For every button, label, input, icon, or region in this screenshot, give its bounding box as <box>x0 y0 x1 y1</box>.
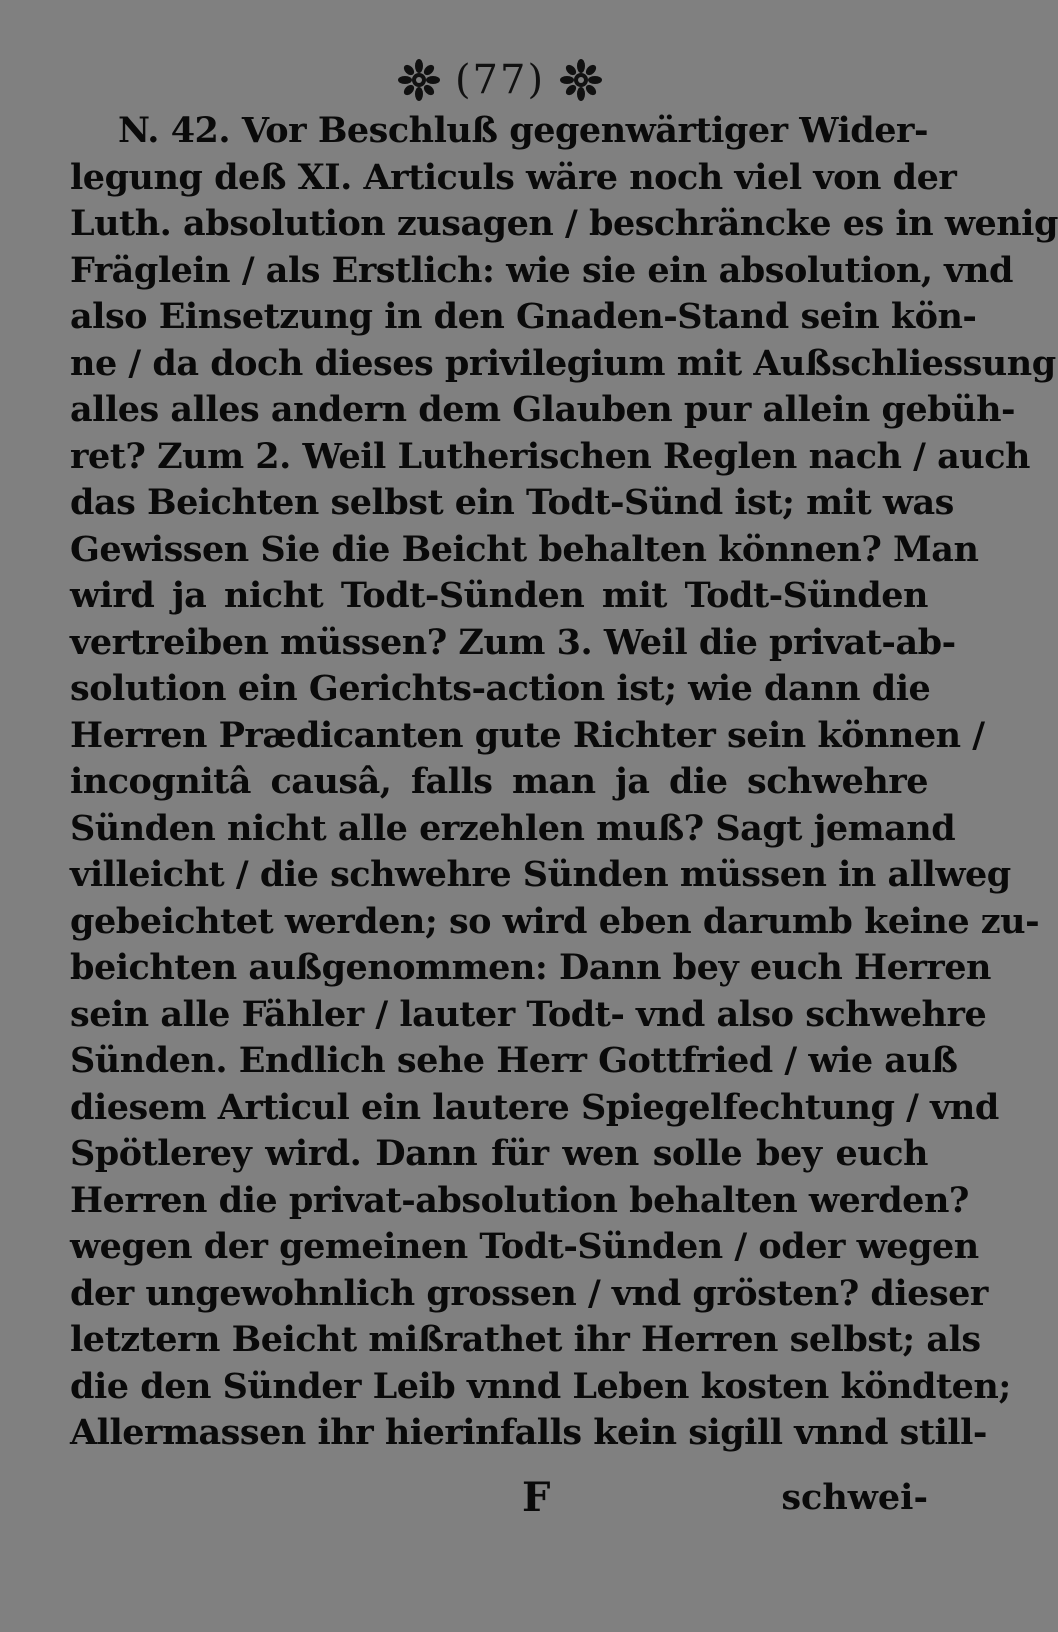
text-line: Luth. absolution zusagen / beschräncke es in wenig <box>70 203 1058 244</box>
text-line: villeicht / die schwehre Sünden müssen in allweg <box>70 854 1011 895</box>
text-line: legung deß XI. Articuls wäre noch viel von der <box>70 156 957 198</box>
signature-mark: F <box>522 1474 551 1521</box>
page-number: (77) <box>454 57 546 103</box>
text-line: die den Sünder Leib vnnd Leben kosten köndten; <box>70 1365 1011 1407</box>
rosette-ornament-icon <box>397 58 441 102</box>
catchword: schwei- <box>781 1477 928 1518</box>
text-line: Sünden nicht alle erzehlen muß? Sagt jemand <box>70 807 956 849</box>
text-line: Herren Prædicanten gute Richter sein können / <box>70 714 985 756</box>
text-line: ret? Zum 2. Weil Lutherischen Reglen nach / auch <box>70 435 1030 477</box>
text-line: diesem Articul ein lautere Spiegelfechtung / vnd <box>70 1086 999 1128</box>
rosette-ornament-icon <box>559 58 603 102</box>
text-line: sein alle Fähler / lauter Todt- vnd also schwehre <box>70 993 987 1035</box>
text-line: Fräglein / als Erstlich: wie sie ein absolution, vnd <box>70 249 1013 291</box>
text-line: das Beichten selbst ein Todt-Sünd ist; mit was <box>70 482 954 523</box>
text-line: Herren die privat-absolution behalten werden? <box>70 1179 969 1221</box>
text-line: vertreiben müssen? Zum 3. Weil die privat-ab- <box>70 621 956 663</box>
text-line: N. 42. Vor Beschluß gegenwärtiger Wider- <box>118 110 928 151</box>
text-line: ne / da doch dieses privilegium mit Außschliessung <box>70 342 1056 384</box>
text-line: incognitâ causâ, falls man ja die schwehre <box>70 761 928 802</box>
text-line: Gewissen Sie die Beicht behalten können? Man <box>70 528 979 570</box>
text-line: Spötlerey wird. Dann für wen solle bey euch <box>70 1133 928 1174</box>
text-line: also Einsetzung in den Gnaden-Stand sein kön- <box>70 296 977 337</box>
text-line: letztern Beicht mißrathet ihr Herren selbst; als <box>70 1319 981 1360</box>
page-footer <box>70 1468 928 1528</box>
text-line: Allermassen ihr hierinfalls kein sigill vnnd still- <box>70 1412 987 1453</box>
text-line: Sünden. Endlich sehe Herr Gottfried / wie auß <box>70 1040 958 1081</box>
text-line: gebeichtet werden; so wird eben darumb keine zu- <box>70 900 1040 942</box>
text-line: beichten außgenommen: Dann bey euch Herren <box>70 947 991 988</box>
text-line: solution ein Gerichts-action ist; wie dann die <box>70 668 931 709</box>
text-line: der ungewohnlich grossen / vnd grösten? dieser <box>70 1272 988 1314</box>
text-line: wird ja nicht Todt-Sünden mit Todt-Sünden <box>70 575 928 616</box>
body-text <box>70 108 1058 1457</box>
text-line: wegen der gemeinen Todt-Sünden / oder wegen <box>70 1226 979 1267</box>
text-line: alles alles andern dem Glauben pur allein gebüh- <box>70 389 1016 430</box>
